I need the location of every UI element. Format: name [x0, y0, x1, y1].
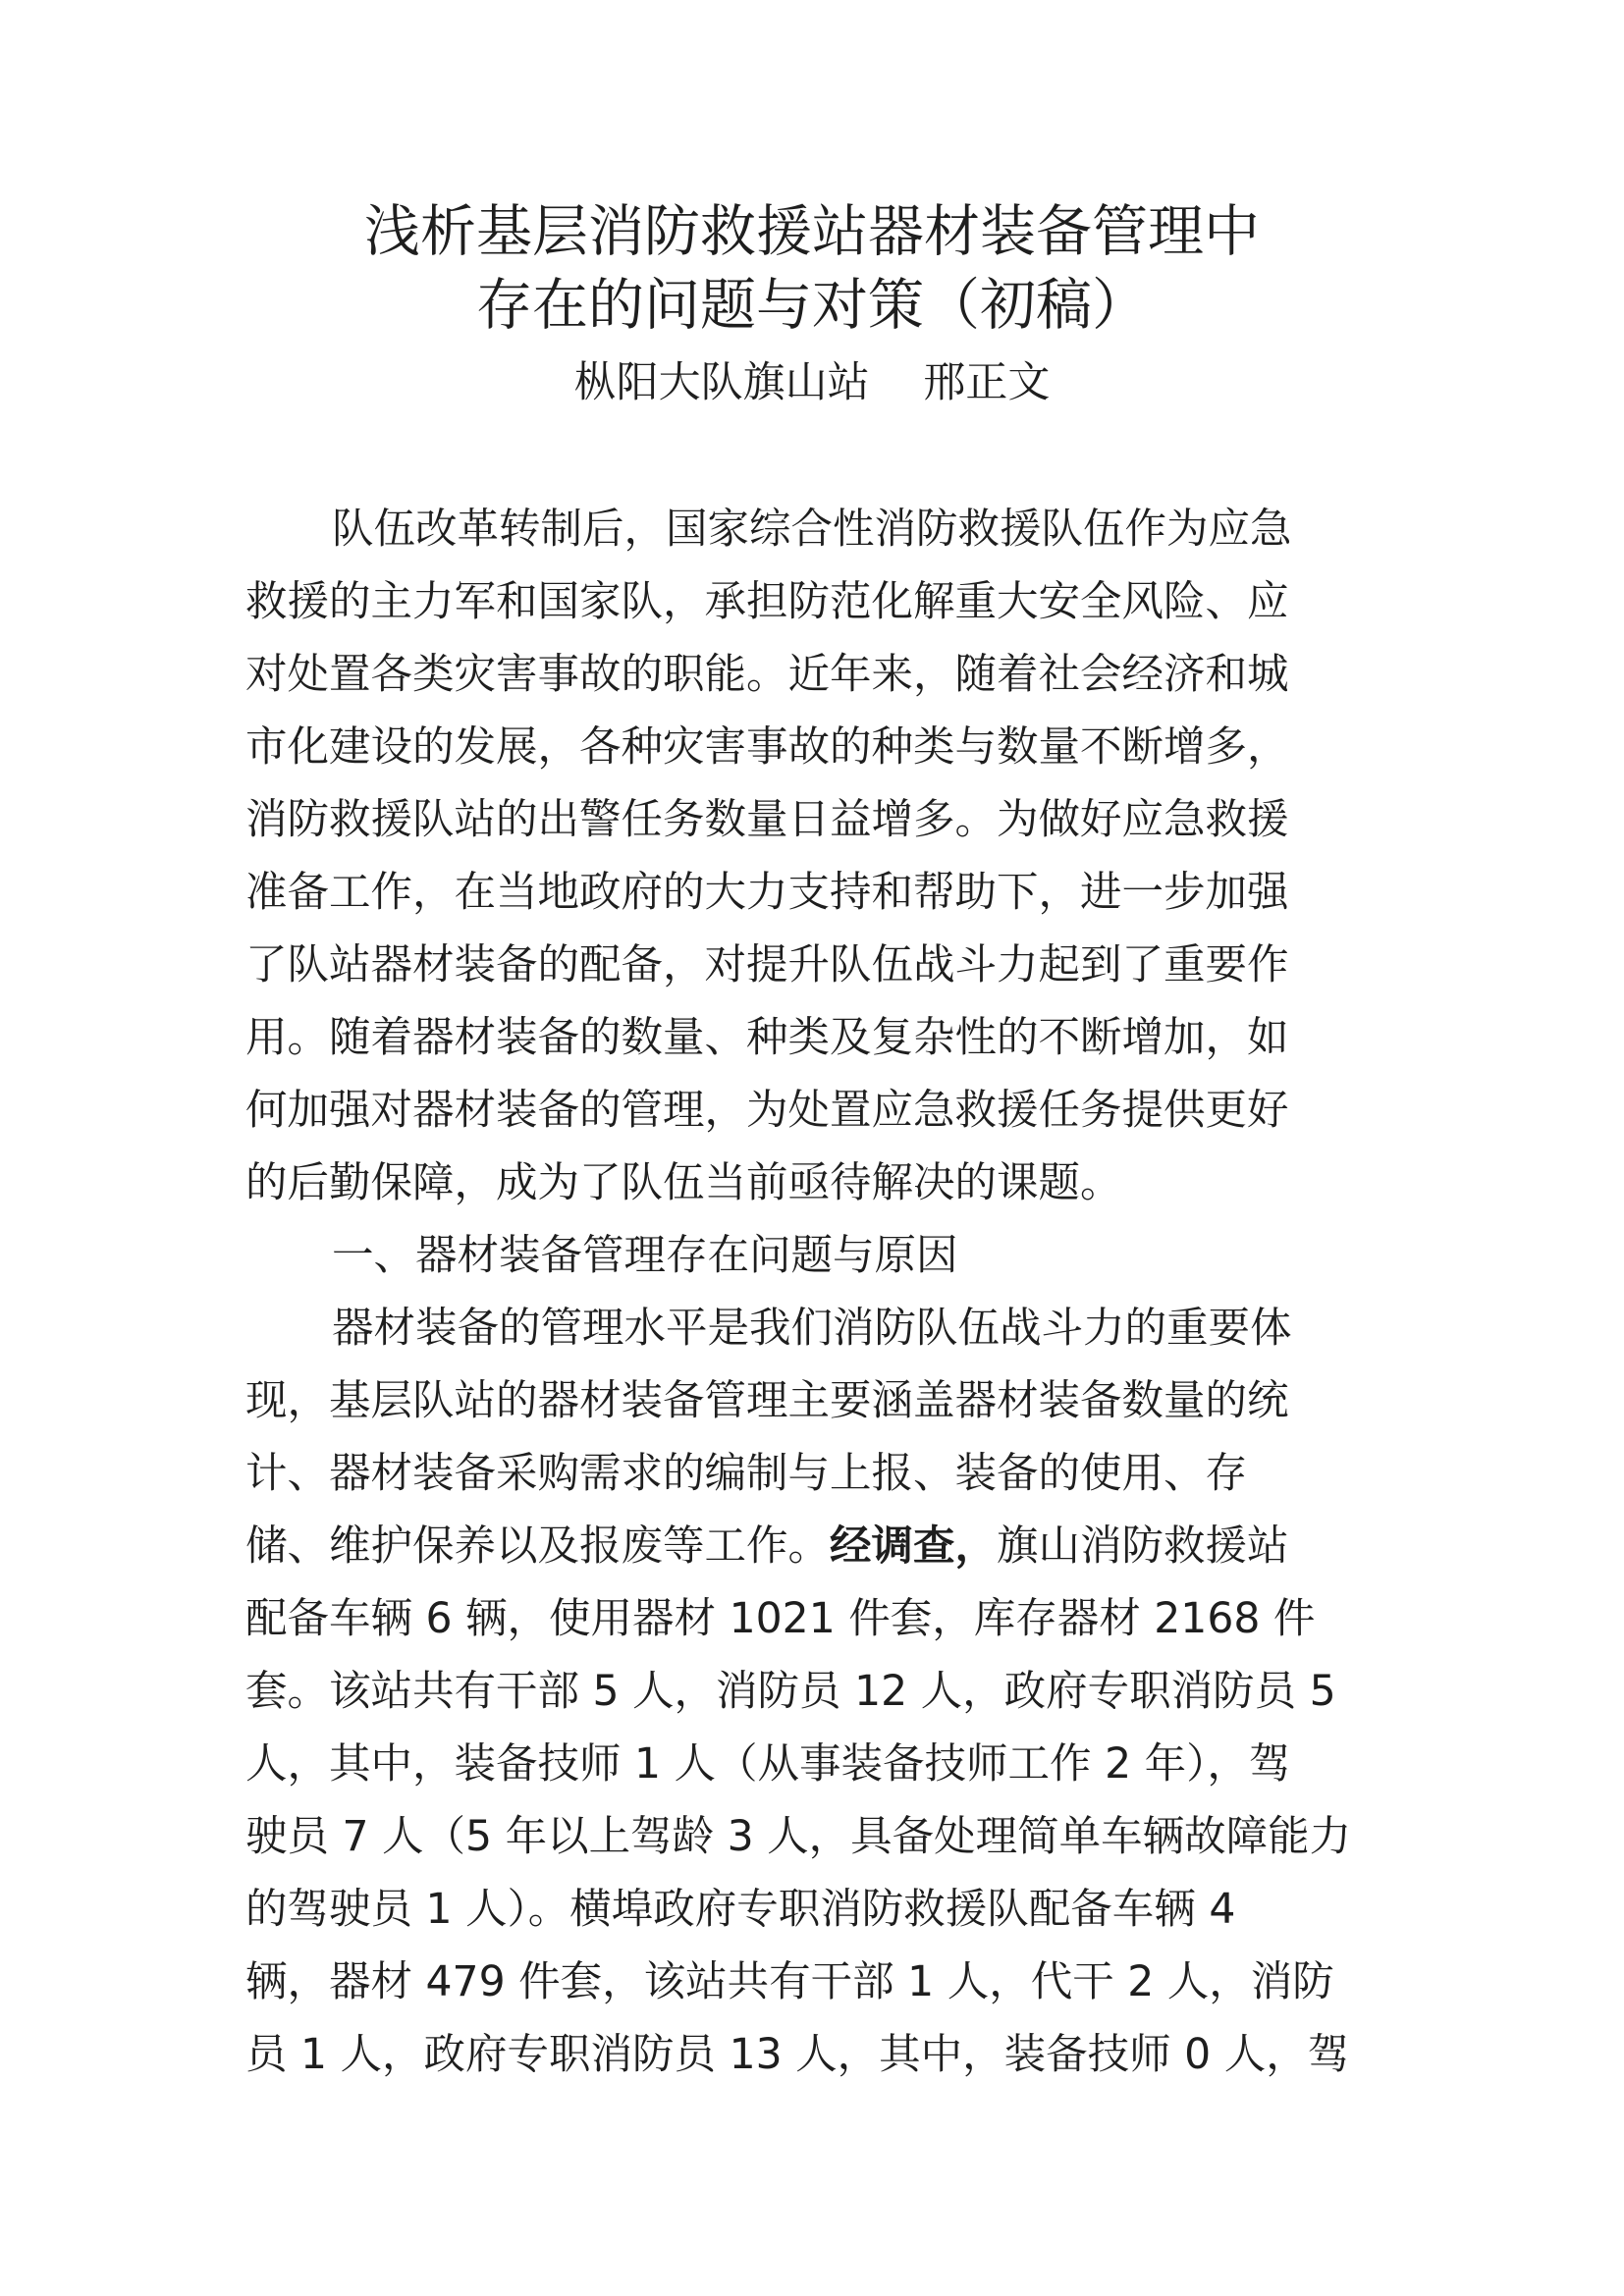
text-line: 的驾驶员 1 人）。横埠政府专职消防救援队配备车辆 4: [245, 1886, 1236, 1934]
text-line: 准备工作，在当地政府的大力支持和帮助下，进一步加强: [245, 869, 1289, 917]
text-line: 消防救援队站的出警任务数量日益增多。为做好应急救援: [245, 796, 1289, 844]
paragraph-section-1: [245, 1293, 1404, 2092]
author-line: 枞阳大队旗山站 邢正文: [573, 358, 1051, 407]
title-line-1: 浅析基层消防救援站器材装备管理中: [364, 199, 1260, 264]
document-body: [245, 494, 1404, 2092]
text-line: 市化建设的发展，各种灾害事故的种类与数量不断增多，: [245, 723, 1289, 772]
text-line: 员 1 人，政府专职消防员 13 人，其中，装备技师 0 人，驾: [245, 2031, 1350, 2079]
text-line: 驶员 7 人（5 年以上驾龄 3 人，具备处理简单车辆故障能力: [245, 1813, 1352, 1861]
paragraph-intro: [245, 494, 1404, 1220]
text-line: 配备车辆 6 辆，使用器材 1021 件套，库存器材 2168 件: [245, 1595, 1316, 1643]
text-line: 器材装备的管理水平是我们消防队伍战斗力的重要体: [332, 1305, 1292, 1353]
text-line: 队伍改革转制后，国家综合性消防救援队伍作为应急: [332, 506, 1292, 554]
title-line-2: 存在的问题与对策（初稿）: [476, 273, 1148, 338]
text-line: 何加强对器材装备的管理，为处置应急救援任务提供更好: [245, 1087, 1289, 1135]
text-line-mixed: [245, 1511, 1404, 1583]
text-line: 现，基层队站的器材装备管理主要涵盖器材装备数量的统: [245, 1377, 1289, 1425]
text-line: 辆，器材 479 件套，该站共有干部 1 人，代干 2 人，消防: [245, 1958, 1334, 2006]
text-segment: 储、维护保养以及报废等工作。: [245, 1522, 831, 1571]
text-segment: 旗山消防救援站: [997, 1522, 1289, 1571]
text-line: 用。随着器材装备的数量、种类及复杂性的不断增加，如: [245, 1014, 1289, 1062]
text-line: 救援的主力军和国家队，承担防范化解重大安全风险、应: [245, 578, 1289, 626]
bold-emphasis: 经调查，: [830, 1522, 998, 1571]
section-heading: 一、器材装备管理存在问题与原因: [332, 1232, 958, 1280]
text-line: 套。该站共有干部 5 人，消防员 12 人，政府专职消防员 5: [245, 1668, 1336, 1716]
text-line: 计、器材装备采购需求的编制与上报、装备的使用、存: [245, 1450, 1248, 1498]
text-line: 对处置各类灾害事故的职能。近年来，随着社会经济和城: [245, 651, 1289, 699]
text-line: 的后勤保障，成为了队伍当前亟待解决的课题。: [245, 1159, 1122, 1207]
text-line: 人，其中，装备技师 1 人（从事装备技师工作 2 年），驾: [245, 1740, 1291, 1789]
text-line: 了队站器材装备的配备，对提升队伍战斗力起到了重要作: [245, 941, 1289, 989]
